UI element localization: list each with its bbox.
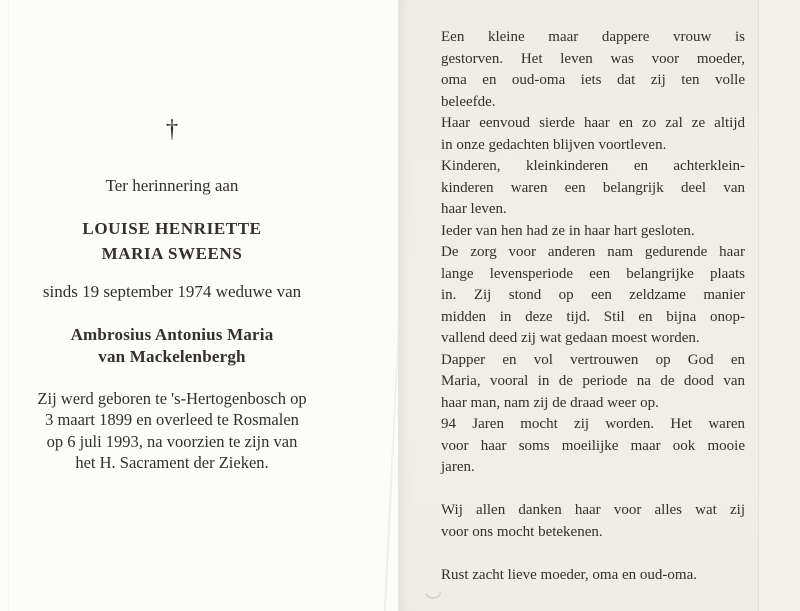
memorial-text xyxy=(441,27,745,586)
text-line: in. Zij stond op een zeldzame manier xyxy=(441,287,745,303)
text-line: Kinderen, kleinkinderen en achterklein- xyxy=(441,158,745,174)
text-line: kinderen waren een belangrijk deel van xyxy=(441,179,745,196)
text-line: gestorven. Het leven was voor moeder, xyxy=(441,50,745,67)
text-line: op 6 juli 1993, na voorzien te zijn van xyxy=(46,431,298,451)
text-line: oma en oud-oma iets dat zij ten volle xyxy=(441,72,745,88)
text-line: Haar eenvoud sierde haar en zo zal ze altijd xyxy=(441,115,745,131)
text-line: beleefde. xyxy=(441,93,496,110)
text-line: van Mackelenbergh xyxy=(98,347,246,366)
left-page-content xyxy=(0,0,344,611)
memorial-intro: Ter herinnering aan xyxy=(105,176,239,195)
text-line: Een kleine maar dappere vrouw is xyxy=(441,29,745,45)
husband-name xyxy=(0,324,344,368)
card-right-edge xyxy=(758,0,800,611)
text-line: haar man, nam zij de draad weer op. xyxy=(441,394,659,411)
text-line: haar leven. xyxy=(441,201,507,217)
text-line: het H. Sacrament der Zieken. xyxy=(75,453,269,473)
widow-line: sinds 19 september 1974 weduwe van xyxy=(42,282,302,301)
text-line: jaren. xyxy=(441,459,475,475)
text-line: voor haar soms moeilijke maar ook mooie xyxy=(441,437,745,454)
text-line: MARIA SWEENS xyxy=(101,244,243,263)
scan-artifact xyxy=(424,585,446,601)
paragraph xyxy=(441,565,745,587)
paragraph xyxy=(441,350,745,415)
paragraph xyxy=(441,221,745,243)
text-line: Wij allen danken haar voor alles wat zij xyxy=(441,502,745,518)
text-line: Ambrosius Antonius Maria xyxy=(70,325,274,344)
text-line: midden in deze tijd. Stil en bijna onop- xyxy=(441,308,745,325)
paragraph xyxy=(441,242,745,350)
text-line: Maria, vooral in de periode na de dood van xyxy=(441,373,745,389)
text-line: Ieder van hen had ze in haar hart gesloten. xyxy=(441,222,695,239)
text-line: in onze gedachten blijven voortleven. xyxy=(441,136,667,153)
deceased-name xyxy=(0,216,344,266)
paragraph xyxy=(441,113,745,156)
text-line: Dapper en vol vertrouwen op God en xyxy=(441,351,745,368)
paragraph xyxy=(441,27,745,113)
text-line: LOUISE HENRIETTE xyxy=(82,219,262,238)
card-left-page xyxy=(0,0,398,611)
text-line: 94 Jaren mocht zij worden. Het waren xyxy=(441,416,745,432)
paragraph xyxy=(441,414,745,479)
paragraph xyxy=(441,500,745,543)
text-line: voor ons mocht betekenen. xyxy=(441,523,603,540)
bio-text xyxy=(0,388,344,474)
paragraph xyxy=(441,156,745,221)
text-line: 3 maart 1899 en overleed te Rosmalen xyxy=(45,410,299,430)
text-line: Rust zacht lieve moeder, oma en oud-oma. xyxy=(441,566,697,583)
text-line: lange levensperiode een belangrijke plaats xyxy=(441,265,745,282)
text-line: Zij werd geboren te 's-Hertogenbosch op xyxy=(37,389,307,408)
cross-icon: † xyxy=(165,116,179,143)
text-line: vallend deed zij wat gedaan moest worden. xyxy=(441,330,700,346)
text-line: De zorg voor anderen nam gedurende haar xyxy=(441,244,745,260)
